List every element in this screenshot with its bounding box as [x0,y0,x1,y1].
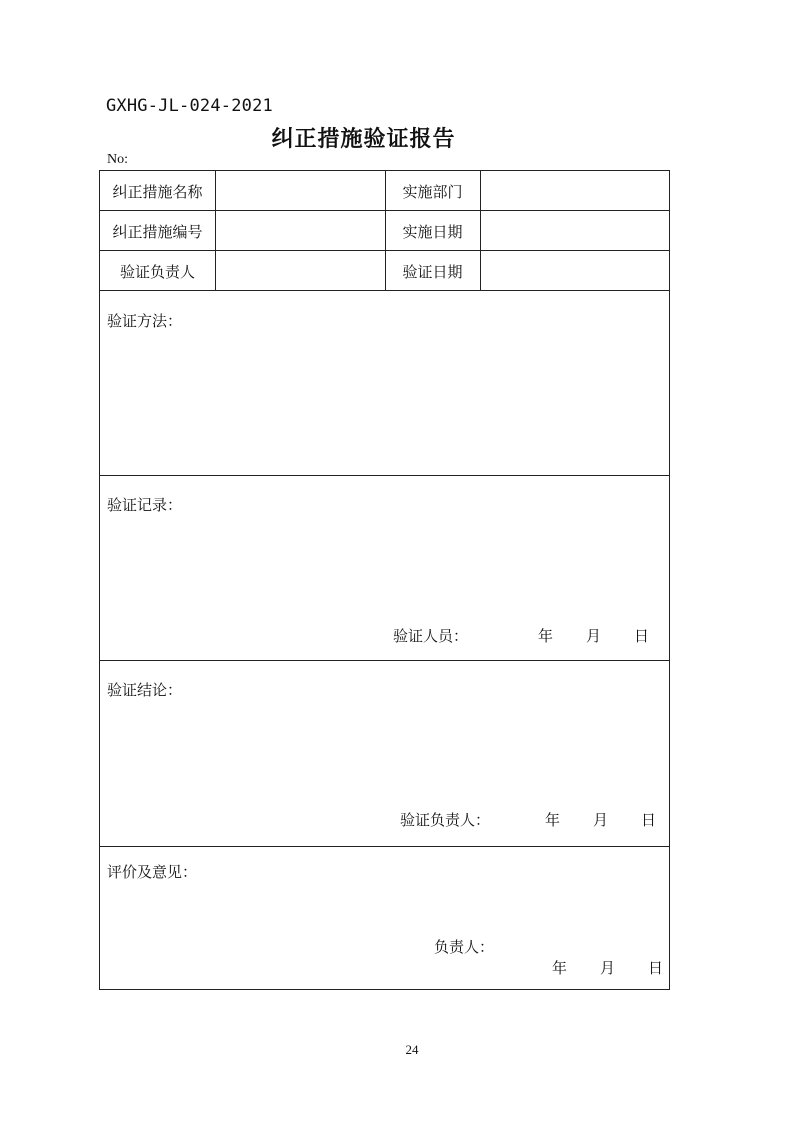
conclusion-day-label: 日 [641,811,657,829]
measure-name-label: 纠正措施名称 [112,182,203,201]
section-divider [100,846,669,847]
evaluation-year-label: 年 [552,959,568,977]
implementation-date-label: 实施日期 [402,222,463,241]
verification-lead-field[interactable] [216,252,384,290]
implementing-department-field[interactable] [481,172,669,210]
verification-conclusion-label: 验证结论： [107,681,183,699]
verification-lead-label: 验证负责人 [119,262,195,281]
page-number: 24 [405,1042,419,1057]
record-signer-label: 验证人员： [393,627,469,645]
measure-name-field[interactable] [216,172,384,210]
verification-form [99,170,670,990]
document-title: 纠正措施验证报告 [271,126,456,152]
record-year-label: 年 [538,627,554,645]
verification-date-field[interactable] [481,252,669,290]
verification-method-label: 验证方法： [107,312,183,330]
section-divider [100,660,669,661]
implementing-department-label: 实施部门 [402,182,463,201]
record-month-label: 月 [586,627,602,645]
measure-number-label: 纠正措施编号 [112,222,203,241]
evaluation-day-label: 日 [648,959,664,977]
evaluation-signer-label: 负责人： [434,938,495,956]
verification-record-label: 验证记录： [107,496,183,514]
conclusion-signer-label: 验证负责人： [400,811,491,829]
verification-date-label: 验证日期 [402,262,463,281]
implementation-date-field[interactable] [481,212,669,250]
conclusion-year-label: 年 [545,811,561,829]
document-code: GXHG-JL-024-2021 [106,96,273,116]
section-divider [100,475,669,476]
evaluation-opinion-label: 评价及意见： [107,863,198,881]
number-label: No: [107,152,128,167]
evaluation-month-label: 月 [600,959,616,977]
measure-number-field[interactable] [216,212,384,250]
conclusion-month-label: 月 [593,811,609,829]
record-day-label: 日 [634,627,650,645]
